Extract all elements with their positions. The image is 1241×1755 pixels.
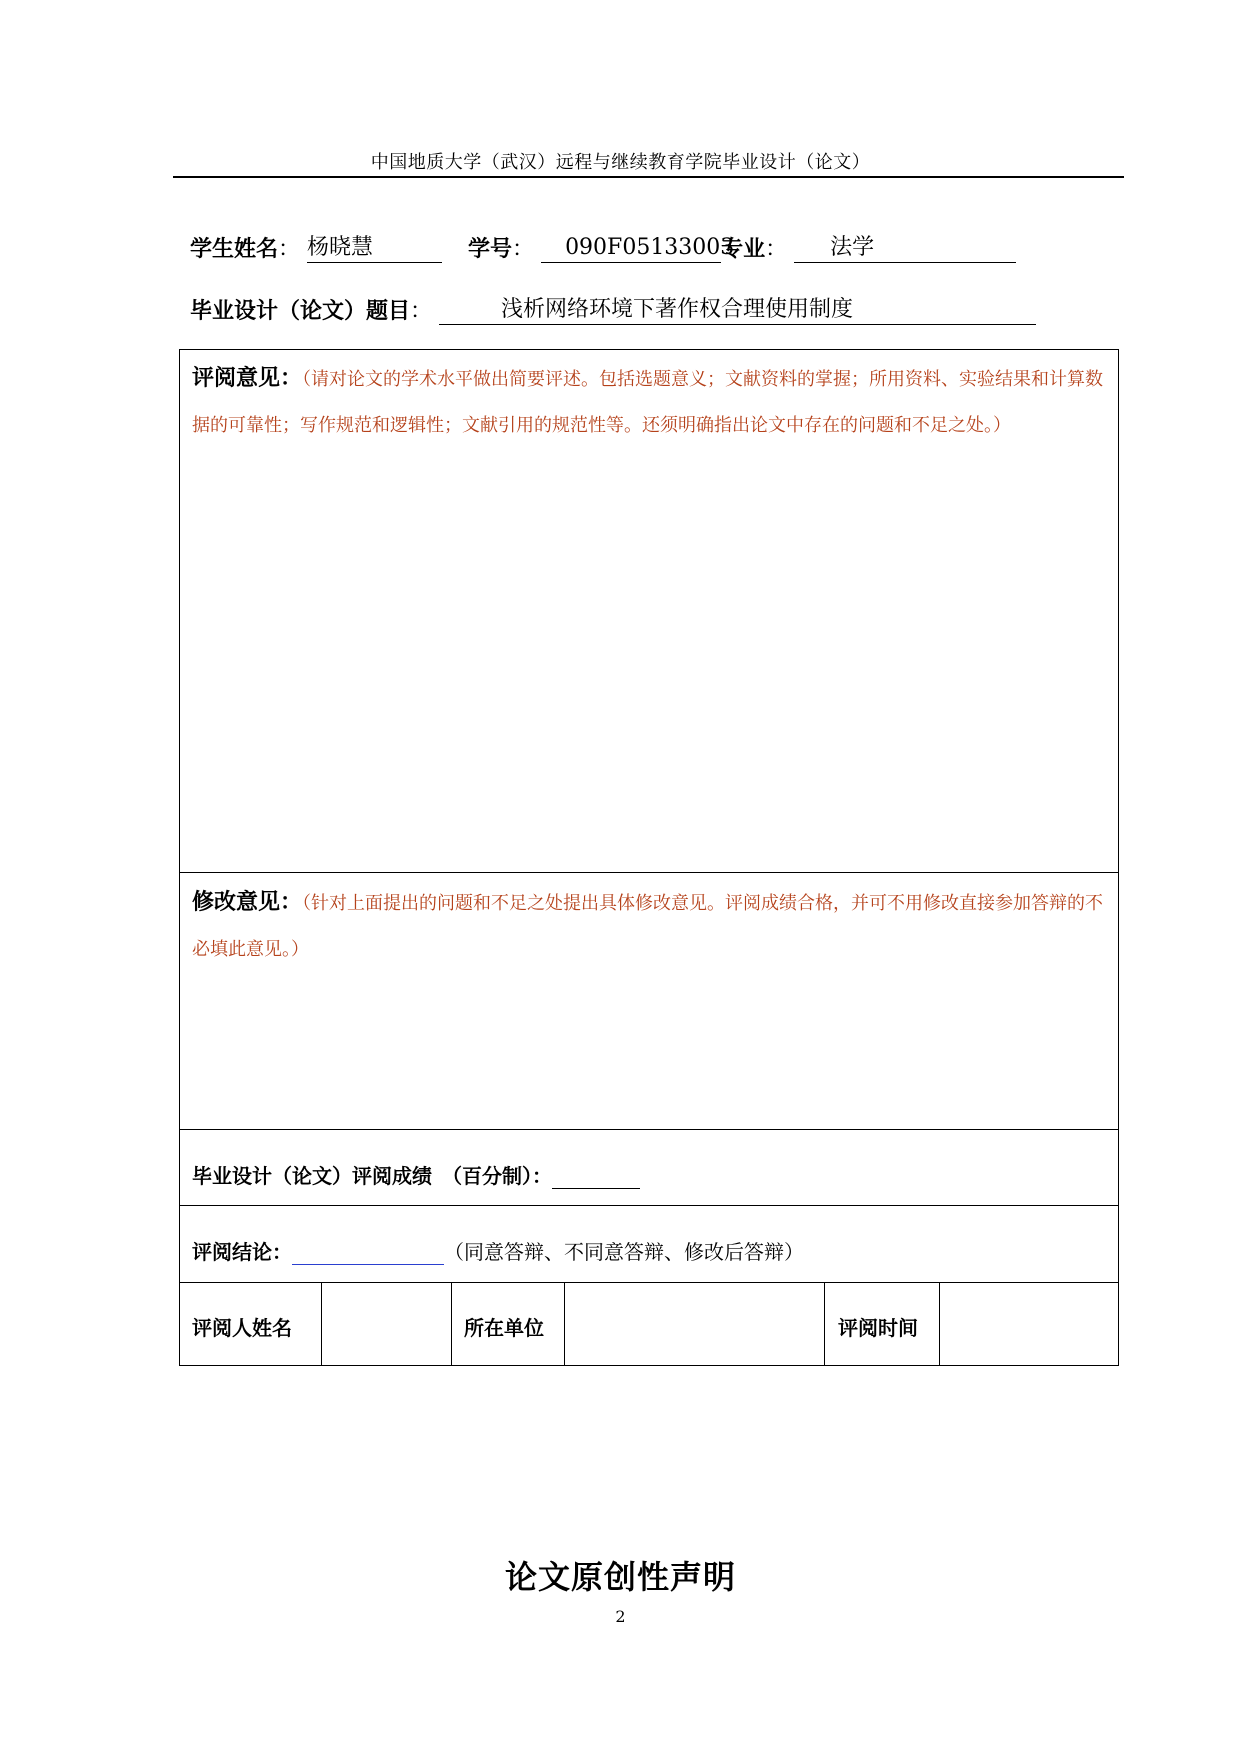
student-info-row: 学生姓名： 杨晓慧 学号： 090F05133003专业： 法学 <box>190 232 1016 263</box>
vdivider-5 <box>939 1282 940 1365</box>
declaration-title: 论文原创性声明 <box>504 1558 736 1596</box>
divider-score <box>180 1205 1118 1206</box>
reviewer-time-label: 评阅时间 <box>838 1316 918 1340</box>
conclusion-label: 评阅结论： <box>192 1240 292 1264</box>
score-field[interactable] <box>552 1166 640 1189</box>
reviewer-unit-cell[interactable] <box>566 1284 823 1364</box>
reviewer-name-cell[interactable] <box>323 1284 450 1364</box>
revision-section[interactable] <box>192 880 1108 973</box>
conclusion-row <box>192 1236 804 1265</box>
review-form-table <box>179 349 1119 1366</box>
reviewer-name-label: 评阅人姓名 <box>192 1316 292 1340</box>
score-label: 毕业设计（论文）评阅成绩 <box>192 1164 432 1188</box>
divider-revision <box>180 1129 1118 1130</box>
vdivider-4 <box>824 1282 825 1365</box>
vdivider-2 <box>451 1282 452 1365</box>
student-name-label: 学生姓名 <box>190 237 279 262</box>
topic-row: 毕业设计（论文）题目： 浅析网络环境下著作权合理使用制度 <box>190 294 1036 325</box>
topic-label: 毕业设计（论文）题目 <box>190 299 411 324</box>
student-id-label: 学号 <box>468 237 513 262</box>
review-label: 评阅意见： <box>192 366 303 391</box>
student-id-field[interactable]: 090F05133003 <box>541 234 721 263</box>
revision-label: 修改意见： <box>192 890 303 915</box>
conclusion-field[interactable] <box>292 1242 444 1265</box>
major-field[interactable]: 法学 <box>794 234 1016 263</box>
divider-review <box>180 872 1118 873</box>
review-section[interactable] <box>192 356 1108 449</box>
vdivider-3 <box>564 1282 565 1365</box>
reviewer-time-cell[interactable] <box>941 1284 1117 1364</box>
topic-field[interactable]: 浅析网络环境下著作权合理使用制度 <box>439 296 1036 325</box>
score-unit: （百分制）： <box>442 1164 552 1188</box>
score-row <box>192 1160 640 1189</box>
page-number: 2 <box>615 1607 626 1626</box>
major-label: 专业 <box>721 237 766 262</box>
reviewer-unit-label: 所在单位 <box>464 1316 544 1340</box>
conclusion-options: （同意答辩、不同意答辩、修改后答辩） <box>444 1240 804 1264</box>
vdivider-1 <box>321 1282 322 1365</box>
student-name-field[interactable]: 杨晓慧 <box>307 234 442 263</box>
page-header-title: 中国地质大学（武汉）远程与继续教育学院毕业设计（论文） <box>370 152 871 173</box>
revision-hint: （针对上面提出的问题和不足之处提出具体修改意见。评阅成绩合格，并可不用修改直接参加答辩的不必填此意见。） <box>192 893 1104 960</box>
header-rule <box>173 176 1124 178</box>
review-hint: （请对论文的学术水平做出简要评述。包括选题意义；文献资料的掌握；所用资料、实验结果和计算数据的可靠性；写作规范和逻辑性；文献引用的规范性等。还须明确指出论文中存在的问题和不足之处。） <box>192 369 1104 436</box>
